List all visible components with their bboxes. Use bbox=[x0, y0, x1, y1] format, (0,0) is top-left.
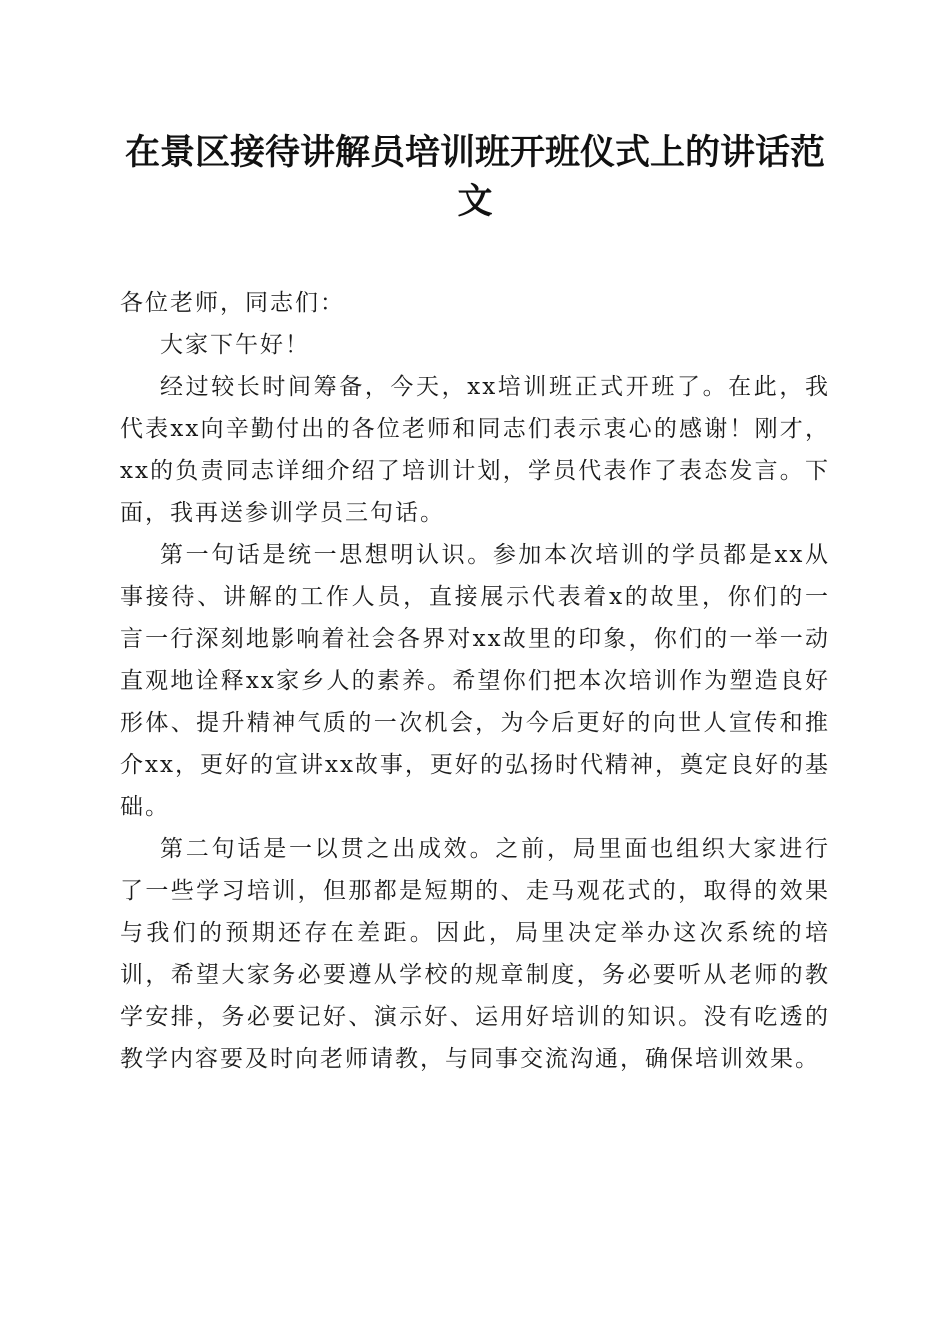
paragraph-first-point bbox=[120, 534, 830, 828]
document-title: 在景区接待讲解员培训班开班仪式上的讲话范文 bbox=[124, 132, 825, 222]
paragraph-second-point bbox=[120, 828, 830, 1080]
paragraph-text: 参加本次培训的学员都是xx从事接待、讲解的工作人员，直接展示代表着x的故里，你们的一言一行深刻地影响着社会各界对xx故里的印象，你们的一举一动直观地诠释xx家乡人的素养。希望你们把本次培训作为塑造良好形体、提升精神气质的一次机会，为今后更好的向世人宣传和推介xx，更好的宣讲xx故事，更好的弘扬时代精神，奠定良好的基础。 bbox=[120, 542, 830, 820]
salutation: 各位老师，同志们： bbox=[120, 290, 345, 316]
paragraph-text: 经过较长时间筹备，今天，xx培训班正式开班了。在此，我代表xx向辛勤付出的各位老师和同志们表示衷心的感谢！刚才，xx的负责同志详细介绍了培训计划，学员代表作了表态发言。下面，我再送参训学员三句话。 bbox=[120, 374, 830, 526]
document-page bbox=[120, 128, 830, 1080]
paragraph-opening bbox=[120, 366, 830, 534]
document-body bbox=[120, 282, 830, 1080]
paragraph-text: 之前，局里面也组织大家进行了一些学习培训，但那都是短期的、走马观花式的，取得的效果与我们的预期还存在差距。因此，局里决定举办这次系统的培训，希望大家务必要遵从学校的规章制度，务必要听从老师的教学安排，务必要记好、演示好、运用好培训的知识。没有吃透的教学内容要及时向老师请教，与同事交流沟通，确保培训效果。 bbox=[120, 836, 831, 1072]
greeting: 大家下午好！ bbox=[160, 332, 310, 358]
paragraph-lead: 第二句话是一以贯之出成效。 bbox=[160, 836, 496, 862]
paragraph-lead: 第一句话是统一思想明认识。 bbox=[160, 542, 493, 568]
